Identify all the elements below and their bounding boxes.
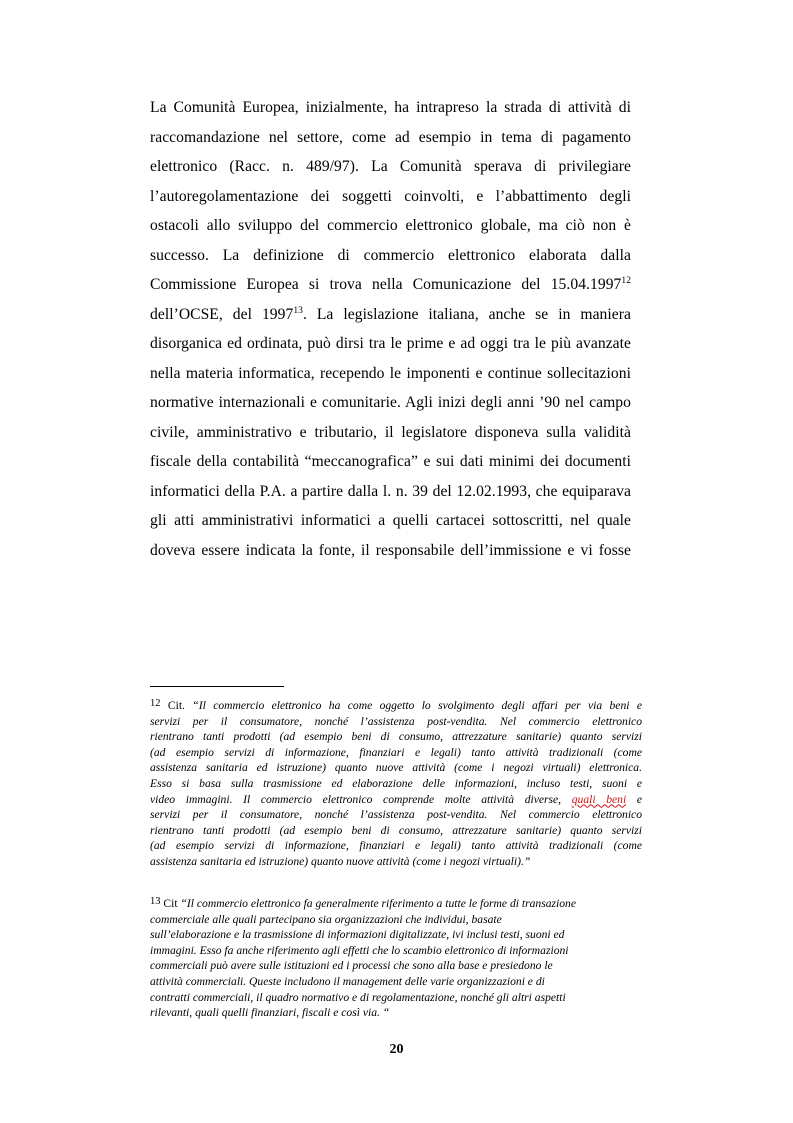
body-line: disorganica ed ordinata, può dirsi tra le prime e ad oggi tra le più avanzate [150, 335, 631, 352]
footnote-cit: Cit. [160, 699, 185, 712]
footnote-text: video immagini. Il commercio elettronico comprende molte attività diverse, [150, 792, 572, 806]
footnote-line: rilevanti, quali quelli finanziari, fiscali e così via. “ [150, 1006, 390, 1020]
page-number: 20 [389, 1042, 404, 1057]
body-line-text: Commissione Europea si trova nella Comunicazione del 15.04.1997 [150, 276, 622, 293]
body-line: gli atti amministrativi informatici a quelli cartacei sottoscritti, nel quale [150, 512, 631, 529]
footnote-line: commerciali può avere sulle istituzioni ed i processi che sono alla base e presiedono le [150, 959, 553, 973]
body-line: elettronico (Racc. n. 489/97). La Comunità sperava di privilegiare [150, 158, 631, 175]
body-line-text: dell’OCSE, del 1997 [150, 305, 294, 323]
footnote-13 [150, 896, 642, 1021]
footnote-line [150, 792, 642, 808]
footnote-line: rientrano tanti prodotti (ad esempio beni di consumo, attrezzature sanitarie) quanto servizi [150, 730, 642, 744]
footnote-line: servizi per il consumatore, nonché l’assistenza post-vendita. Nel commercio elettronico [150, 808, 642, 822]
footnote-number: 12 [150, 698, 161, 709]
body-paragraph [150, 93, 631, 565]
footnote-12 [150, 698, 642, 870]
footnote-text: e [626, 792, 642, 806]
body-line: successo. La definizione di commercio elettronico elaborata dalla [150, 246, 631, 264]
footnote-ref-12[interactable]: 12 [621, 276, 631, 286]
footnote-text: “Il commercio elettronico ha come oggetto lo svolgimento degli affari per via beni e [184, 699, 642, 712]
body-line: La Comunità Europea, inizialmente, ha intrapreso la strada di attività di [150, 99, 631, 116]
footnote-line: servizi per il consumatore, nonché l’assistenza post-vendita. Nel commercio elettronico [150, 714, 642, 728]
footnote-line [150, 896, 635, 912]
footnote-line: Esso si basa sulla trasmissione ed elaborazione delle informazioni, incluso testi, suoni e [150, 776, 642, 790]
footnote-line: sull’elaborazione e la trasmissione di informazioni digitalizzate, ivi inclusi testi, suoni ed [150, 928, 565, 942]
body-line: informatici della P.A. a partire dalla l. n. 39 del 12.02.1993, che equiparava [150, 482, 631, 500]
body-line [150, 270, 631, 300]
body-line: normative internazionali e comunitarie. Agli inizi degli anni ’90 nel campo [150, 394, 631, 411]
footnote-cit: Cit [160, 897, 178, 910]
footnote-line: (ad esempio servizi di informazione, finanziari e legali) tanto attività tradizionali (come [150, 839, 642, 853]
body-line-text: . La legislazione italiana, anche se in maniera [302, 305, 631, 323]
body-line: ostacoli allo sviluppo del commercio elettronico globale, ma ciò non è [150, 217, 631, 234]
footnote-number: 13 [150, 896, 161, 907]
body-line: doveva essere indicata la fonte, il responsabile dell’immissione e vi fosse [150, 541, 631, 559]
footnote-line: contratti commerciali, il quadro normativo e di regolamentazione, nonché gli altri aspetti [150, 990, 566, 1004]
footnote-line: rientrano tanti prodotti (ad esempio beni di consumo, attrezzature sanitarie) quanto servizi [150, 823, 642, 837]
footnote-ref-13[interactable]: 13 [293, 305, 303, 316]
body-line: raccomandazione nel settore, come ad esempio in tema di pagamento [150, 128, 631, 146]
footnote-line: immagini. Esso fa anche riferimento agli effetti che lo scambio elettronico di informazioni [150, 943, 569, 957]
body-line: fiscale della contabilità “meccanografica” e sui dati minimi dei documenti [150, 453, 631, 470]
footnote-line: assistenza sanitaria ed istruzione) quanto nuove attività (come i negozi virtuali) elettronica. [150, 761, 642, 775]
footnote-text: “Il commercio elettronico fa generalmente riferimento a tutte le forme di transazione [177, 897, 576, 910]
footnote-line: commerciale alle quali partecipano sia organizzazioni che individui, basate [150, 912, 502, 926]
footnote-line: (ad esempio servizi di informazione, finanziari e legali) tanto attività tradizionali (come [150, 745, 642, 759]
footnote-line [150, 698, 642, 714]
body-line [150, 300, 631, 330]
body-line: nella materia informatica, recependo le imponenti e continue sollecitazioni [150, 364, 631, 382]
body-line: civile, amministrativo e tributario, il legislatore disponeva sulla validità [150, 423, 631, 441]
body-line: l’autoregolamentazione dei soggetti coinvolti, e l’abbattimento degli [150, 187, 631, 205]
footnote-line: attività commerciali. Queste includono il management delle varie organizzazioni e di [150, 974, 545, 988]
footnote-line: assistenza sanitaria ed istruzione) quanto nuove attività (come i negozi virtuali).” [150, 854, 531, 868]
spellcheck-highlight: quali beni [571, 792, 627, 806]
footnote-separator [150, 686, 284, 687]
